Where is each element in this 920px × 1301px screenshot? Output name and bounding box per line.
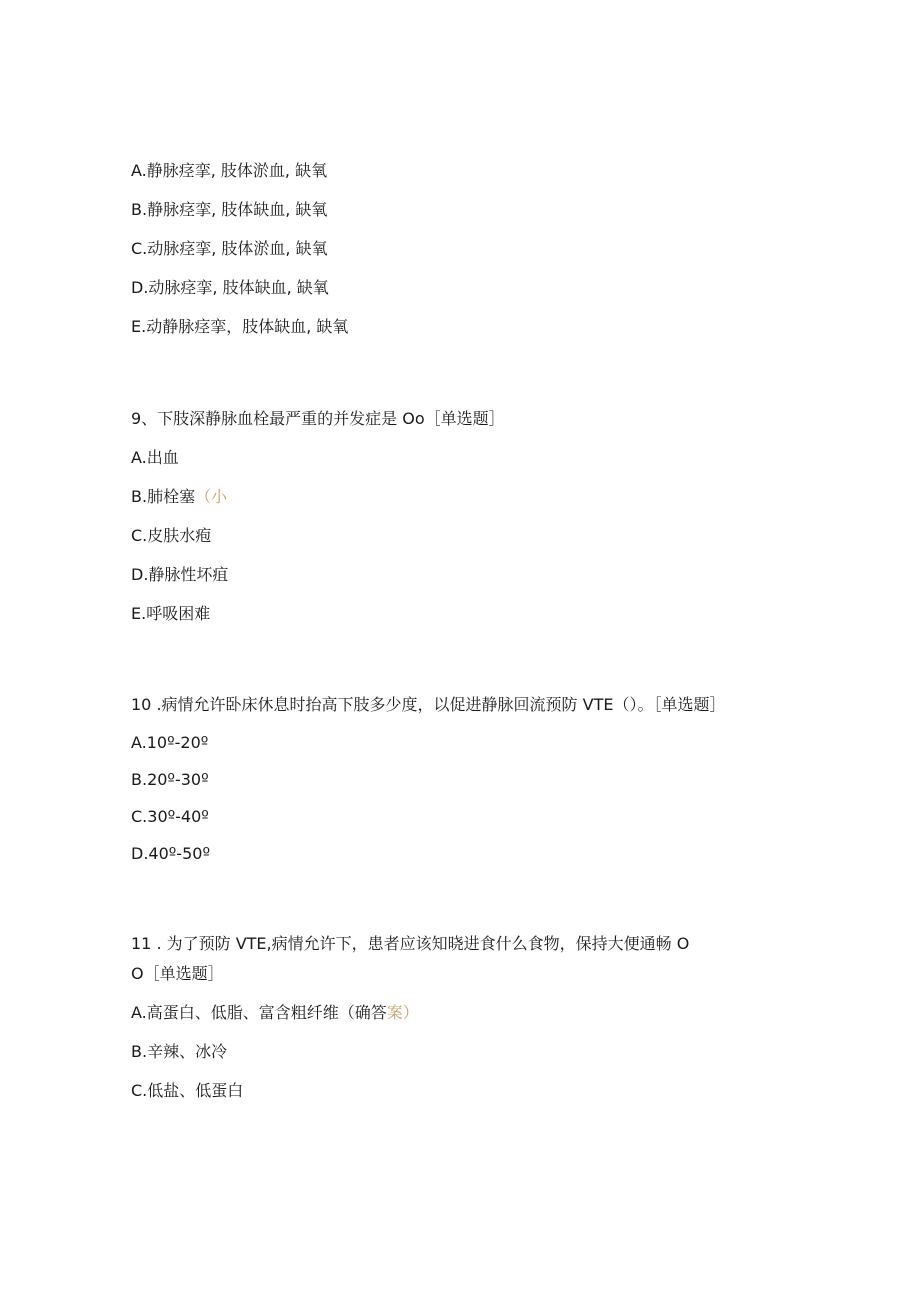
q9-option-b-text: B.肺栓塞 — [131, 487, 196, 506]
q10-option-b: B.20º-30º — [131, 770, 209, 789]
q10-option-d: D.40º-50º — [131, 844, 210, 863]
q9-title: 9、下肢深静脉血栓最严重的并发症是 Oo［单选题］ — [131, 409, 505, 428]
q11-option-b: B.辛辣、冰冷 — [131, 1042, 228, 1061]
q11-option-a-text: A.高蛋白、低脂、富含粗纤维（确答 — [131, 1003, 387, 1022]
q9-option-a: A.出血 — [131, 448, 179, 467]
q9-option-b — [131, 487, 227, 507]
q8-option-b: B.静脉痉挛, 肢体缺血, 缺氧 — [131, 200, 328, 219]
q11-answer-mark: 案） — [386, 1003, 419, 1022]
q10-option-c: C.30º-40º — [131, 807, 209, 826]
q10-title: 10 .病情允许卧床休息时抬高下肢多少度，以促进静脉回流预防 VTE（）。［单选题］ — [131, 695, 726, 714]
q10-option-a: A.10º-20º — [131, 733, 209, 752]
q11-option-c: C.低盐、低蛋白 — [131, 1081, 244, 1100]
q11-title-line2: O［单选题］ — [131, 964, 224, 983]
q11-title-line1: 11 . 为了预防 VTE,病情允许下，患者应该知晓进食什么食物，保持大便通畅 O — [131, 934, 690, 953]
q9-option-d: D.静脉性坏疽 — [131, 565, 229, 584]
q9-answer-mark: （小 — [195, 487, 228, 506]
q11-option-a — [131, 1003, 419, 1023]
q9-option-c: C.皮肤水疱 — [131, 526, 212, 545]
q8-option-c: C.动脉痉挛, 肢体淤血, 缺氧 — [131, 239, 328, 258]
q9-option-e: E.呼吸困难 — [131, 604, 211, 623]
q8-option-e: E.动静脉痉挛，肢体缺血, 缺氧 — [131, 317, 349, 336]
q8-option-a: A.静脉痉挛, 肢体淤血, 缺氧 — [131, 161, 328, 180]
q8-option-d: D.动脉痉挛, 肢体缺血, 缺氧 — [131, 278, 329, 297]
